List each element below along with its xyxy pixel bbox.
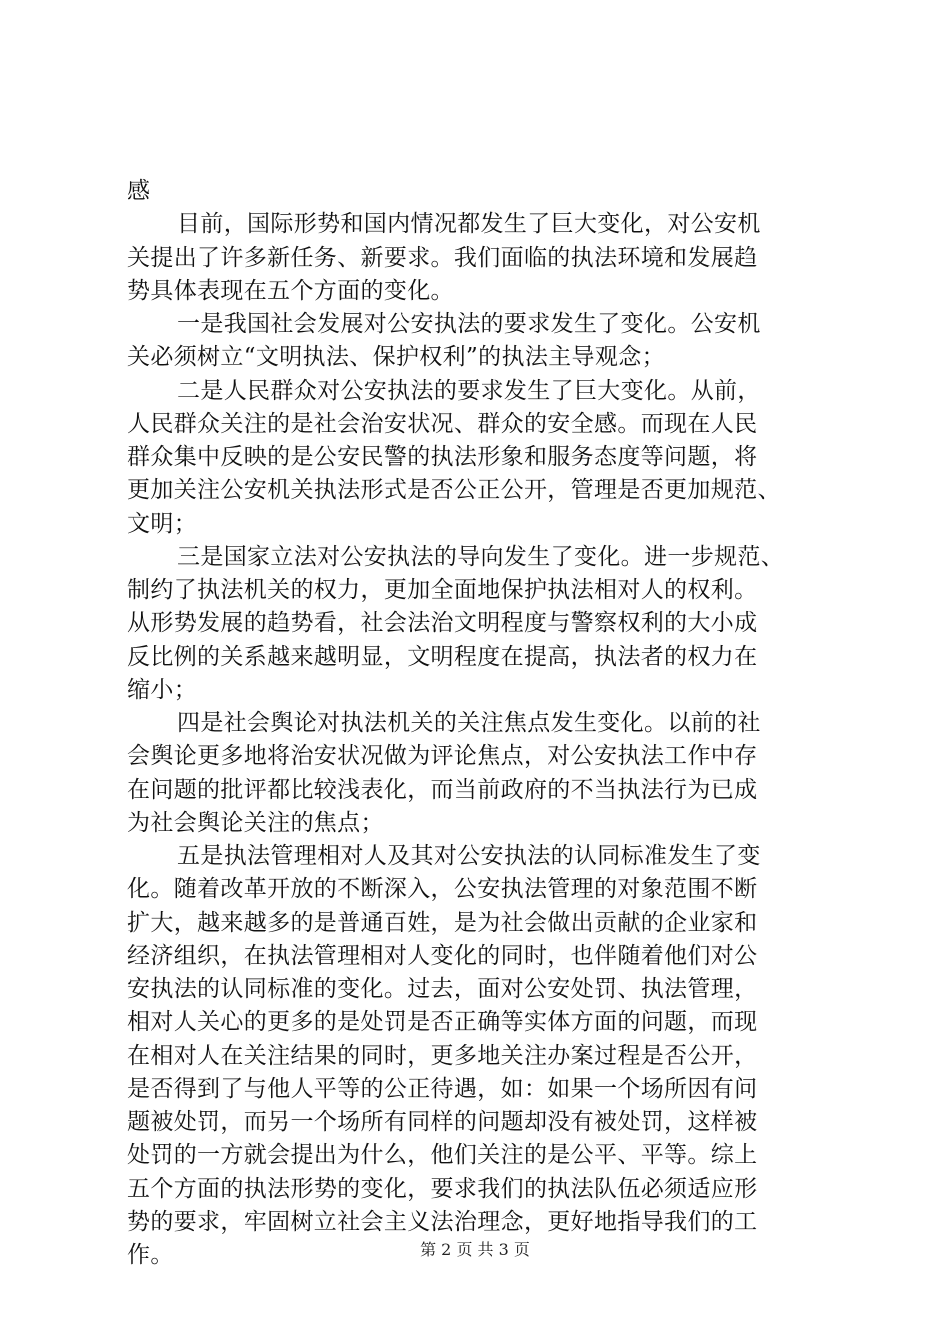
- body-text: [127, 175, 832, 1272]
- text-line: 更加关注公安机关执法形式是否公正公开，管理是否更加规范、: [127, 477, 781, 504]
- text-line: 从形势发展的趋势看，社会法治文明程度与警察权利的大小成: [127, 610, 758, 637]
- text-line: 群众集中反映的是公安民警的执法形象和服务态度等问题，将: [127, 444, 758, 470]
- paragraph-first-line: 一是我国社会发展对公安执法的要求发生了变化。公安机: [177, 311, 761, 337]
- paragraph-first-line: 三是国家立法对公安执法的导向发生了变化。进一步规范、: [177, 543, 785, 570]
- text-line: 会舆论更多地将治安状况做为评论焦点，对公安执法工作中存: [127, 743, 758, 770]
- text-line: 安执法的认同标准的变化。过去，面对公安处罚、执法管理，: [127, 976, 758, 1002]
- text-line: 化。随着改革开放的不断深入，公安执法管理的对象范围不断: [127, 876, 758, 903]
- text-line: 人民群众关注的是社会治安状况、群众的安全感。而现在人民: [127, 410, 758, 437]
- text-line: 缩小；: [127, 676, 198, 703]
- text-line: 为社会舆论关注的焦点；: [127, 809, 384, 836]
- text-line: 势的要求，牢固树立社会主义法治理念，更好地指导我们的工: [127, 1208, 758, 1235]
- text-line: 关提出了许多新任务、新要求。我们面临的执法环境和发展趋: [127, 244, 758, 271]
- text-line: 在相对人在关注结果的同时，更多地关注办案过程是否公开，: [127, 1042, 758, 1069]
- text-line: 文明；: [127, 510, 198, 537]
- paragraph-first-line: 二是人民群众对公安执法的要求发生了巨大变化。从前，: [177, 377, 761, 404]
- text-line: 制约了执法机关的权力，更加全面地保护执法相对人的权利。: [127, 577, 758, 603]
- text-line: 感: [127, 178, 151, 204]
- text-line: 是否得到了与他人平等的公正待遇，如：如果一个场所因有问: [127, 1075, 758, 1102]
- paragraph-first-line: 五是执法管理相对人及其对公安执法的认同标准发生了变: [177, 843, 761, 869]
- text-line: 扩大，越来越多的是普通百姓，是为社会做出贡献的企业家和: [127, 909, 758, 936]
- text-line: 反比例的关系越来越明显，文明程度在提高，执法者的权力在: [127, 643, 758, 670]
- text-line: 关必须树立“文明执法、保护权利”的执法主导观念；: [127, 344, 665, 371]
- text-line: 处罚的一方就会提出为什么，他们关注的是公平、平等。综上: [127, 1142, 758, 1169]
- text-line: 作。: [127, 1242, 174, 1268]
- paragraph-first-line: 目前，国际形势和国内情况都发生了巨大变化，对公安机: [177, 211, 761, 238]
- text-line: 势具体表现在五个方面的变化。: [127, 277, 454, 304]
- paragraph-first-line: 四是社会舆论对执法机关的关注焦点发生变化。以前的社: [177, 710, 761, 736]
- text-line: 经济组织，在执法管理相对人变化的同时，也伴随着他们对公: [127, 942, 758, 969]
- text-line: 在问题的批评都比较浅表化，而当前政府的不当执法行为已成: [127, 776, 758, 803]
- text-line: 题被处罚，而另一个场所有同样的问题却没有被处罚，这样被: [127, 1109, 758, 1135]
- page-number-footer: 第 2 页 共 3 页: [420, 1240, 530, 1259]
- text-line: 五个方面的执法形势的变化，要求我们的执法队伍必须适应形: [127, 1175, 758, 1202]
- text-line: 相对人关心的更多的是处罚是否正确等实体方面的问题，而现: [127, 1009, 758, 1036]
